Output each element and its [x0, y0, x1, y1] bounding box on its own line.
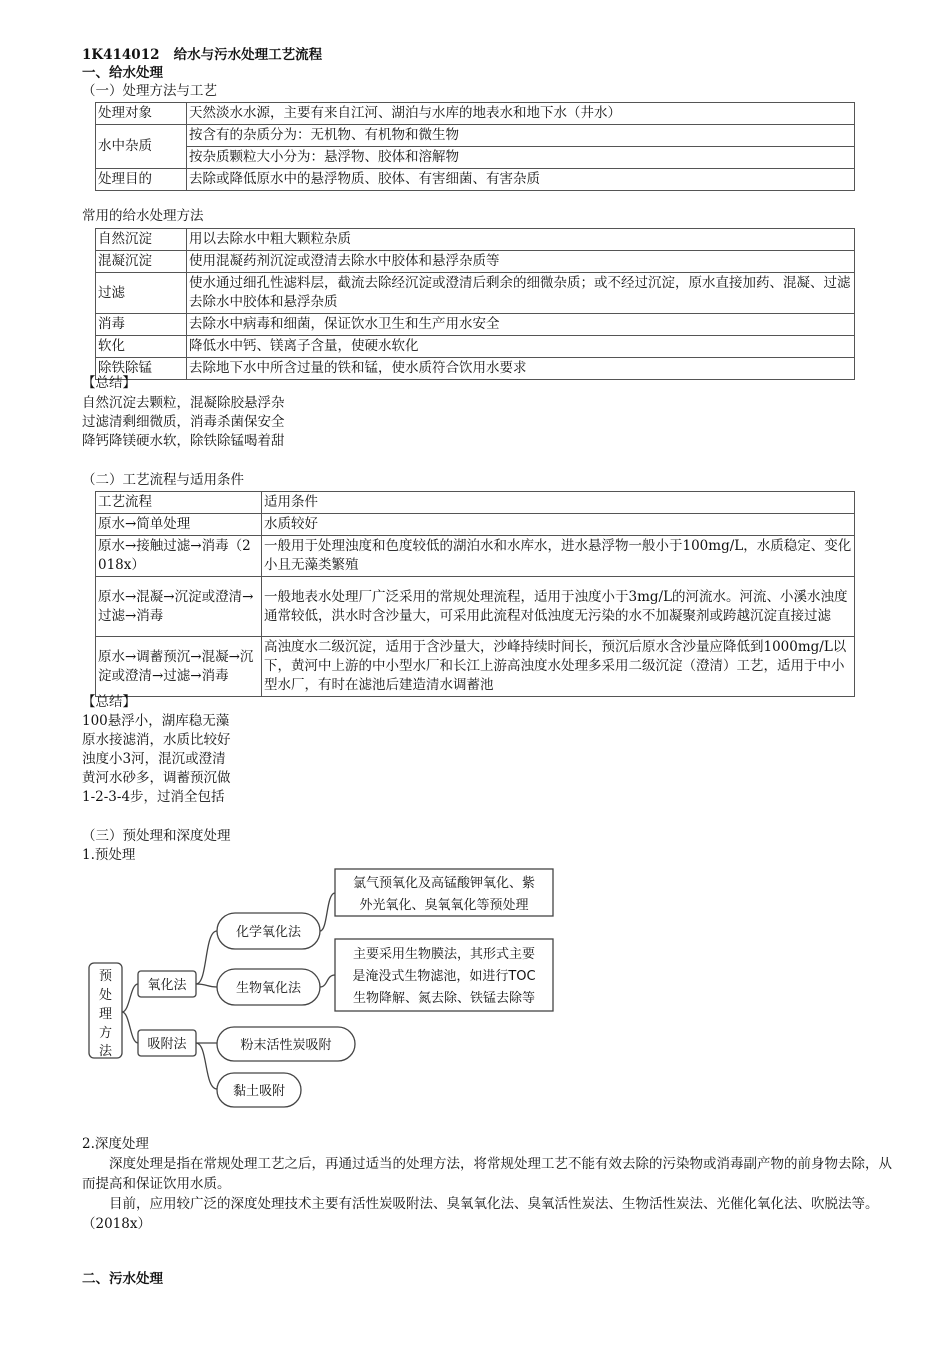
biological-oxidation-label: 生物氧化法	[235, 981, 302, 996]
sub2-title: （二）工艺流程与适用条件	[82, 472, 244, 488]
pre-title: 1.预处理	[82, 847, 136, 863]
summary2-line: 1-2-3-4步，过消全包括	[82, 789, 225, 805]
column-header: 适用条件	[262, 492, 855, 514]
doc-code: 1K414012	[82, 47, 160, 63]
biological-note-line: 生物降解、氮去除、铁锰去除等	[352, 991, 536, 1006]
cell-value: 天然淡水水源，主要有来自江河、湖泊与水库的地表水和地下水（井水）	[187, 103, 855, 125]
chemical-note-line: 氯气预氧化及高锰酸钾氧化、紫	[352, 876, 536, 891]
sub3-title: （三）预处理和深度处理	[82, 828, 231, 844]
connector-line	[196, 984, 217, 987]
summary1-line: 过滤清剩细微质，消毒杀菌保安全	[82, 414, 285, 430]
root-char: 理	[98, 1007, 113, 1022]
table-row: 软化 降低水中钙、镁离子含量，使硬水软化	[96, 336, 855, 358]
biological-note-line: 主要采用生物膜法，其形式主要	[352, 947, 536, 962]
root-char: 方	[98, 1026, 113, 1041]
table-row: 除铁除锰 去除地下水中所含过量的铁和锰，使水质符合饮用水要求	[96, 358, 855, 380]
cell-label: 处理对象	[96, 103, 187, 125]
connector-line	[122, 1012, 138, 1043]
table-row: 混凝沉淀 使用混凝药剂沉淀或澄清去除水中胶体和悬浮杂质等	[96, 251, 855, 273]
summary2-line: 原水接滤消，水质比较好	[82, 732, 231, 748]
connector-line	[196, 931, 217, 984]
connector-line	[196, 1043, 217, 1089]
table-row: 原水→简单处理 水质较好	[96, 514, 855, 536]
clay-adsorption-label: 黏土吸附	[232, 1084, 286, 1099]
connector-line	[320, 975, 335, 987]
table-row: 原水→接触过滤→消毒（2018x） 一般用于处理浊度和色度较低的湖泊水和水库水，进水悬浮物一般小于100mg/L，水质稳定、变化小且无藻类繁殖	[96, 536, 855, 577]
summary2-line: 100悬浮小，湖库稳无藻	[82, 713, 230, 729]
methods-title: 常用的给水处理方法	[82, 208, 204, 224]
oxidation-label: 氧化法	[147, 978, 187, 993]
table-row: 过滤 使水通过细孔性滤料层，截流去除经沉淀或澄清后剩余的细微杂质；或不经过沉淀，原水直接加药、混凝、过滤去除水中胶体和悬浮杂质	[96, 273, 855, 314]
chemical-oxidation-label: 化学氧化法	[235, 925, 302, 940]
section1-title: 一、给水处理	[82, 65, 163, 81]
deep-paragraph: 目前，应用较广泛的深度处理技术主要有活性炭吸附法、臭氧氧化法、臭氧活性炭法、生物活性炭法、光催化氧化法、吹脱法等。（2018x）	[82, 1196, 879, 1232]
table-row: 原水→混凝→沉淀或澄清→过滤→消毒 一般地表水处理厂广泛采用的常规处理流程，适用于浊度小于3mg/L的河流水。河流、小溪水浊度通常较低，洪水时含沙量大，可采用此流程对低浊度无污染的水不加凝聚剂或跨越沉淀直接过滤	[96, 577, 855, 637]
summary1-line: 自然沉淀去颗粒，混凝除胶悬浮杂	[82, 395, 285, 411]
section2-title: 二、污水处理	[82, 1271, 163, 1287]
table-row: 原水→调蓄预沉→混凝→沉淀或澄清→过滤→消毒 高浊度水二级沉淀，适用于含沙量大，沙峰持续时间长，预沉后原水含沙量应降低到1000mg/L以下，黄河中上游的中小型水厂和长江上游高浊度水处理多采用二级沉淀（澄清）工艺，适用于中小型水厂，有时在滤池后建造清水调蓄池	[96, 637, 855, 697]
table-row: 自然沉淀 用以去除水中粗大颗粒杂质	[96, 229, 855, 251]
cell-label: 处理目的	[96, 169, 187, 191]
connector-line	[320, 893, 335, 931]
column-header: 工艺流程	[96, 492, 262, 514]
root-char: 处	[98, 988, 113, 1003]
summary1-title: 【总结】	[82, 375, 136, 391]
cell-value: 去除或降低原水中的悬浮物质、胶体、有害细菌、有害杂质	[187, 169, 855, 191]
connector-line	[122, 984, 138, 1012]
cell-value: 按含有的杂质分为：无机物、有机物和微生物	[187, 125, 855, 147]
deep-paragraph: 深度处理是指在常规处理工艺之后，再通过适当的处理方法，将常规处理工艺不能有效去除的污染物或消毒副产物的前身物去除，从而提高和保证饮用水质。	[82, 1156, 892, 1192]
cell-value: 按杂质颗粒大小分为：悬浮物、胶体和溶解物	[187, 147, 855, 169]
adsorption-label: 吸附法	[147, 1037, 187, 1052]
summary1-line: 降钙降镁硬水软，除铁除锰喝着甜	[82, 433, 285, 449]
biological-note-line: 是淹没式生物滤池，如进行TOC	[352, 969, 536, 984]
chemical-note-line: 外光氧化、臭氧氧化等预处理	[359, 898, 529, 913]
summary2-title: 【总结】	[82, 694, 136, 710]
sub1-title: （一）处理方法与工艺	[82, 83, 217, 99]
table-row: 消毒 去除水中病毒和细菌，保证饮水卫生和生产用水安全	[96, 314, 855, 336]
powder-carbon-label: 粉末活性炭吸附	[240, 1038, 332, 1053]
root-char: 法	[98, 1044, 113, 1059]
deep-title: 2.深度处理	[82, 1136, 149, 1152]
summary2-line: 浊度小3河，混沉或澄清	[82, 751, 226, 767]
cell-label: 水中杂质	[96, 125, 187, 169]
doc-title: 给水与污水处理工艺流程	[173, 47, 323, 63]
summary2-line: 黄河水砂多，调蓄预沉做	[82, 770, 231, 786]
root-char: 预	[98, 969, 113, 984]
